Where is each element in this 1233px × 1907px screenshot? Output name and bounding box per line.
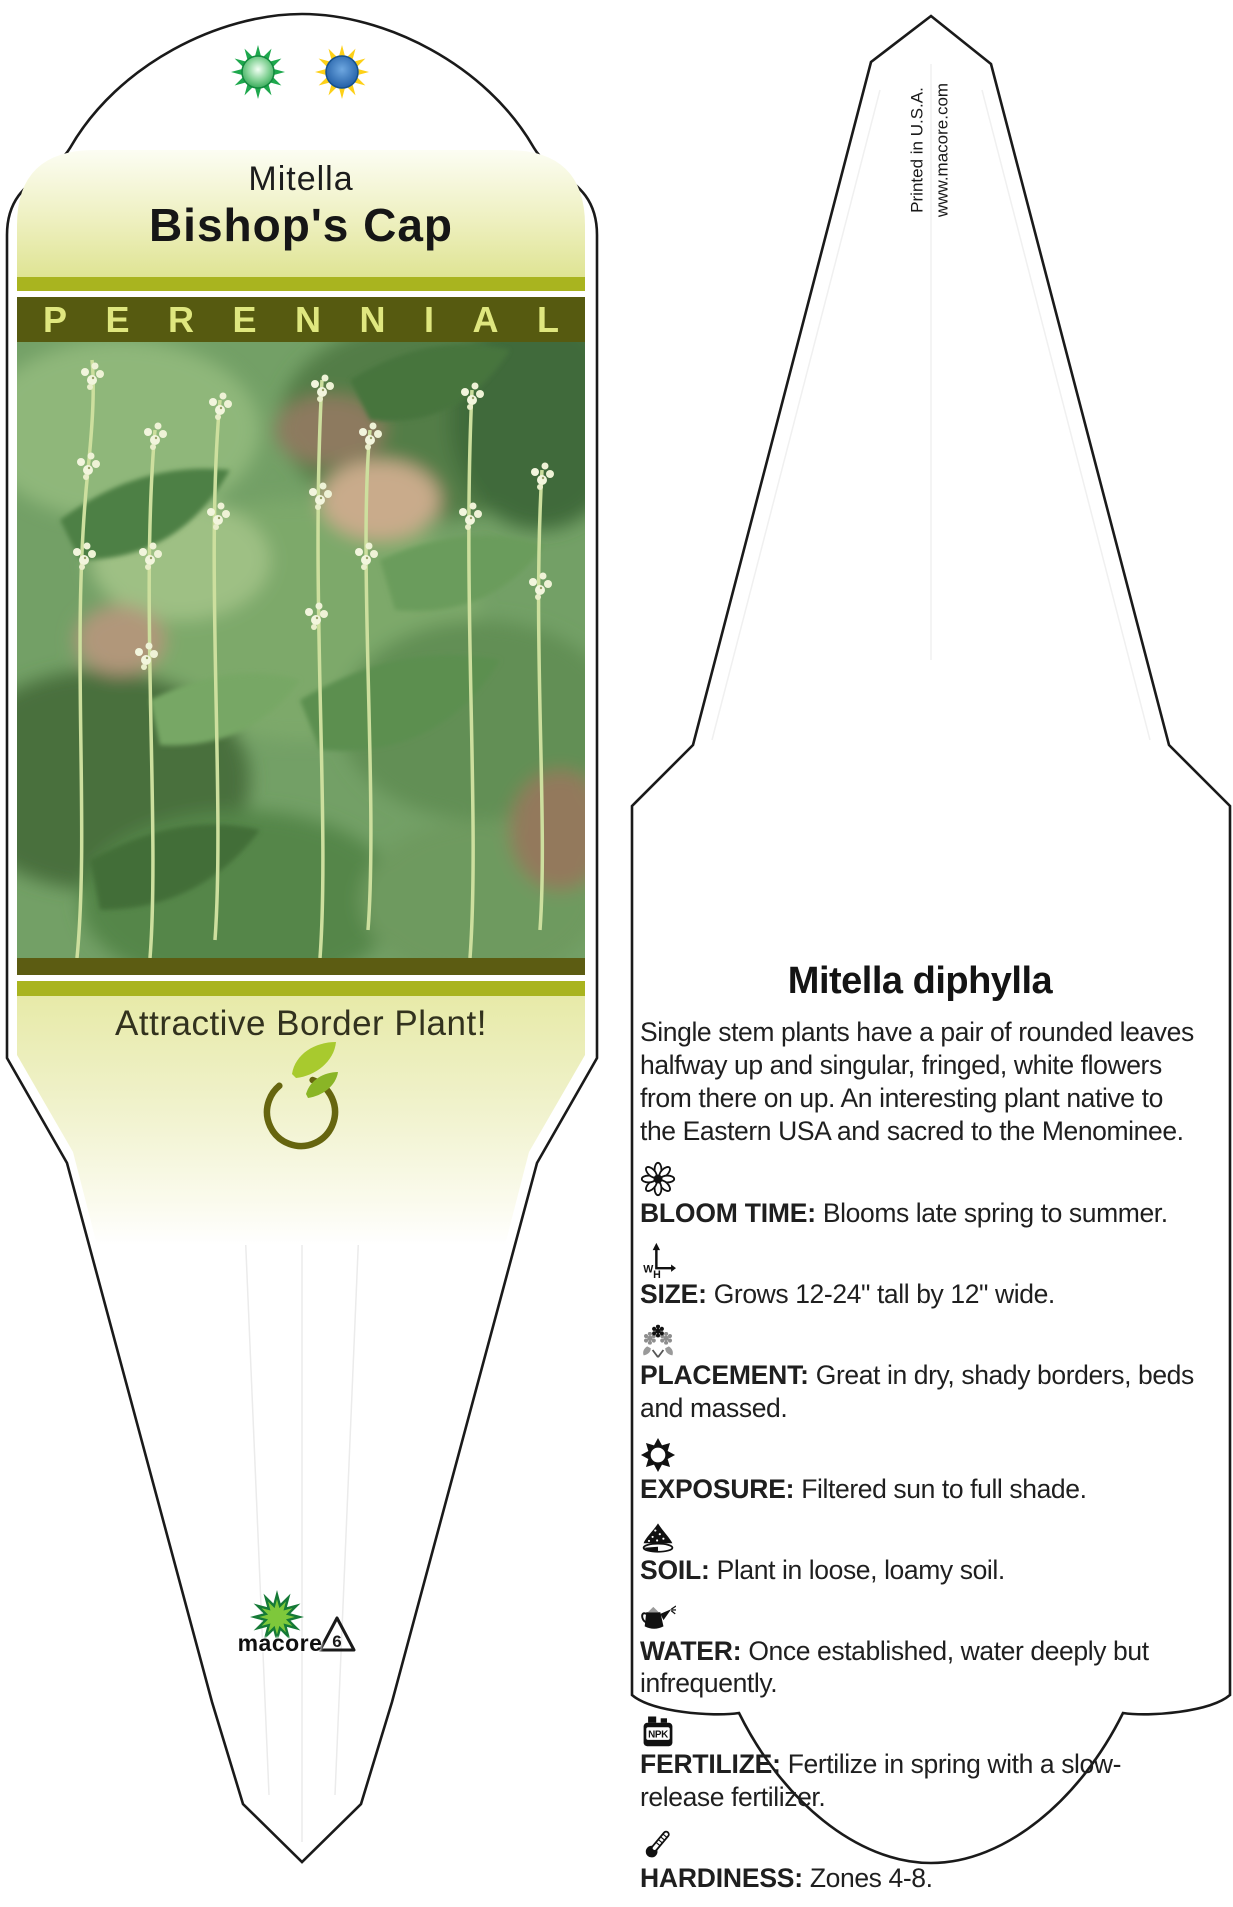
printed-in-usa-text [905,83,954,217]
printed-line: Printed in U.S.A. [907,87,927,213]
attribute-text: Blooms late spring to summer. [815,1198,1168,1229]
attribute-label: WATER: [640,1635,742,1666]
plant-photo [0,310,630,990]
attribute-row [640,1599,1200,1701]
thermometer-icon [640,1826,676,1862]
category-letter: A [472,298,499,340]
plant-description: Single stem plants have a pair of rounded leaves halfway up and singular, fringed, white flowers from there on up. An interesting plant native to the Eastern USA and sacred to the Menominee. [640,1017,1194,1146]
category-letter: E [232,298,257,340]
attribute-row [640,1161,1200,1230]
back-content [640,960,1200,1907]
category-letter: R [168,298,194,340]
attribute-text: Grows 12-24" tall by 12" wide. [706,1279,1055,1310]
front-stripe-top [17,277,585,291]
category-letter: I [423,298,434,340]
front-stripe-photo-bottom [17,958,585,975]
attribute-row [640,1712,1200,1814]
attribute-label: PLACEMENT: [640,1360,809,1391]
attribute-label: EXPOSURE: [640,1473,795,1504]
bouquet-icon [640,1323,676,1359]
attribute-text: Zones 4-8. [802,1863,933,1894]
attribute-label: BLOOM TIME: [640,1198,816,1229]
attribute-label: SIZE: [640,1279,707,1310]
category-band [17,297,585,342]
attribute-row [640,1826,1200,1895]
svg-text:6: 6 [332,1632,342,1651]
category-letter: E [105,298,130,340]
common-name: Bishop's Cap [148,199,454,251]
attribute-label: FERTILIZE: [640,1749,781,1780]
fertilizer-icon [640,1712,676,1748]
attribute-text: Once established, water deeply but infrequently. [640,1635,1149,1699]
attribute-list [640,1161,1200,1894]
sun-icon [640,1437,676,1473]
attribute-label: SOIL: [640,1554,710,1585]
attribute-text: Fertilize in spring with a slow-release fertilizer. [640,1749,1122,1813]
watering-can-icon [640,1599,676,1635]
category-letter: N [359,298,386,340]
attribute-text: Great in dry, shady borders, beds and massed. [640,1360,1194,1424]
attribute-row [640,1437,1200,1506]
attribute-row [640,1242,1200,1311]
attribute-label: HARDINESS: [640,1863,803,1894]
attribute-row [640,1323,1200,1425]
front-stripe-lower [17,981,585,996]
attribute-row [640,1518,1200,1587]
tagline: Attractive Border Plant! [115,1004,487,1043]
attribute-text: Filtered sun to full shade. [794,1473,1087,1504]
genus-name: Mitella [248,160,354,198]
category-letter: L [536,298,559,340]
soil-icon [640,1518,676,1554]
size-icon [640,1242,676,1278]
botanical-name-title: Mitella diphylla [787,960,1053,1002]
category-letter: P [43,298,68,340]
website-url: www.macore.com [932,82,951,218]
category-letter: N [294,298,321,340]
attribute-text: Plant in loose, loamy soil. [709,1554,1005,1585]
brand-name: macore [237,1630,323,1656]
flower-icon [640,1161,676,1197]
